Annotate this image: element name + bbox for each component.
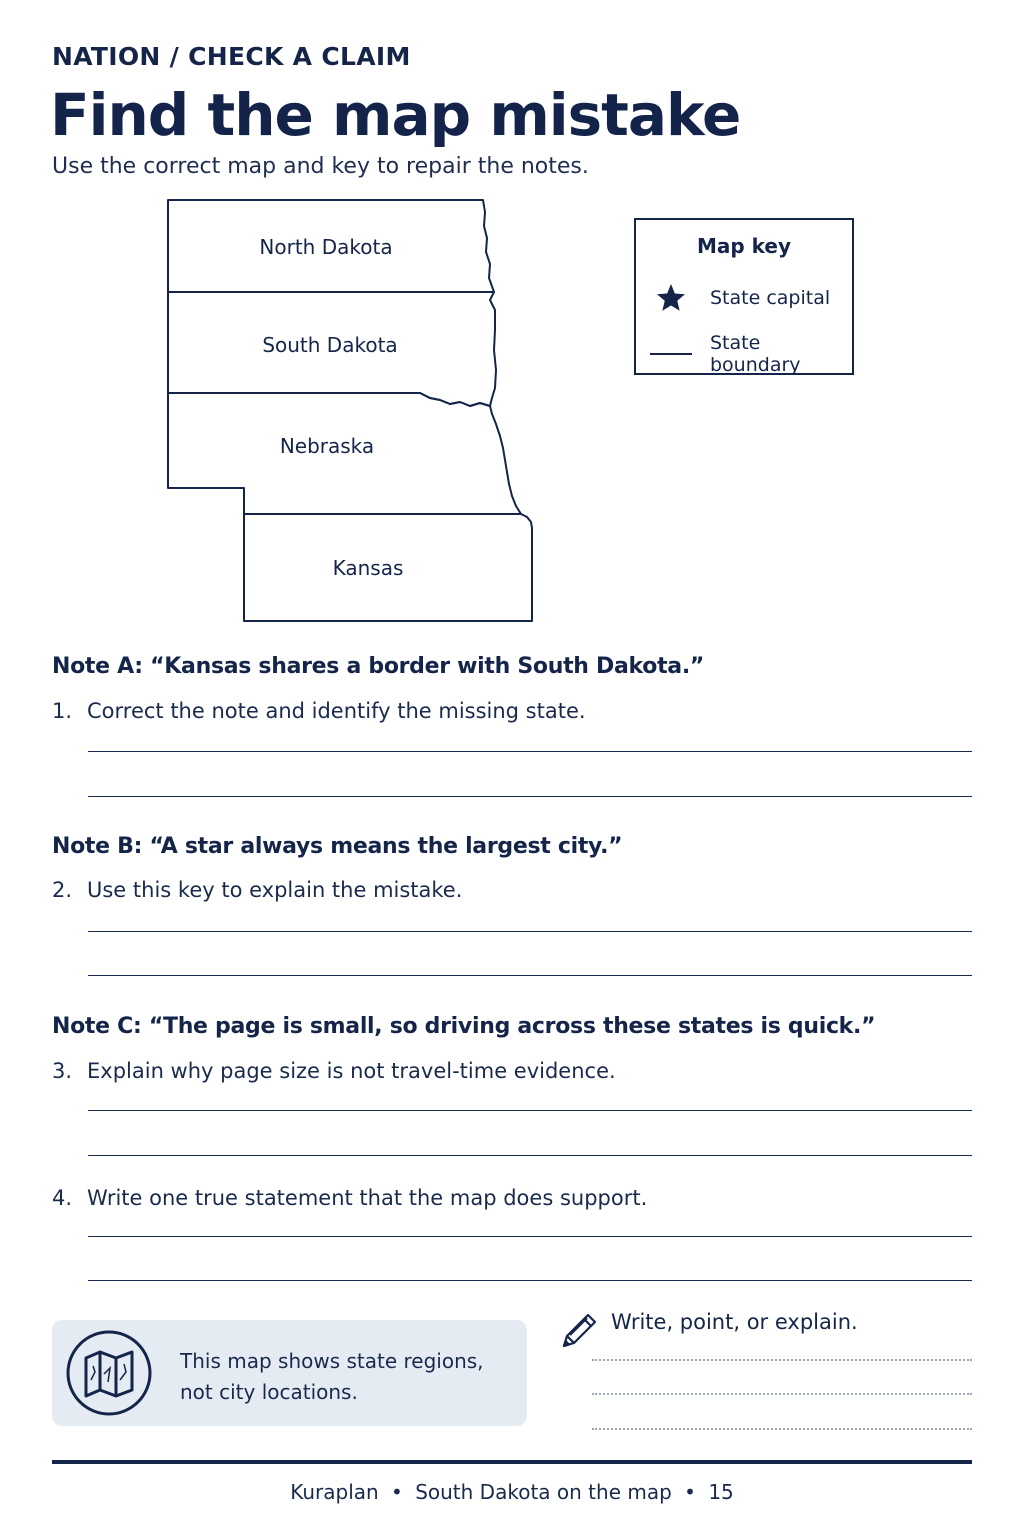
- dotted-writing-line[interactable]: [592, 1428, 972, 1430]
- answer-line[interactable]: [88, 975, 972, 976]
- section-kicker: NATION / CHECK A CLAIM: [52, 42, 411, 71]
- folded-map-icon: [64, 1328, 154, 1418]
- question-4-number: 4.: [52, 1186, 73, 1210]
- question-3-number: 3.: [52, 1059, 73, 1083]
- question-3-text: Explain why page size is not travel-time evidence.: [87, 1059, 616, 1083]
- dotted-writing-line[interactable]: [592, 1359, 972, 1361]
- question-4: [52, 1186, 647, 1210]
- question-3: [52, 1059, 616, 1083]
- states-map: [140, 190, 560, 640]
- map-key-row-capital: [650, 282, 830, 314]
- star-icon: [650, 282, 692, 314]
- line-icon: [650, 349, 692, 359]
- page-footer: [0, 1480, 1024, 1504]
- tip-line-2: not city locations.: [180, 1380, 358, 1404]
- footer-separator: •: [391, 1480, 403, 1504]
- footer-page-number: 15: [708, 1480, 734, 1504]
- note-c-label: Note C:: [52, 1014, 142, 1039]
- dotted-writing-line[interactable]: [592, 1393, 972, 1395]
- answer-line[interactable]: [88, 1110, 972, 1111]
- question-1: [52, 699, 586, 723]
- tip-box: [52, 1320, 527, 1426]
- footer-separator: •: [684, 1480, 696, 1504]
- note-a-quote: “Kansas shares a border with South Dakota.”: [150, 654, 705, 679]
- map-key: [634, 218, 854, 375]
- tip-text: [180, 1346, 510, 1408]
- note-b: [52, 834, 622, 859]
- question-2-number: 2.: [52, 878, 73, 902]
- note-c-quote: “The page is small, so driving across these states is quick.”: [148, 1014, 876, 1039]
- state-label-kansas: Kansas: [332, 556, 404, 580]
- answer-line[interactable]: [88, 1155, 972, 1156]
- answer-line[interactable]: [88, 796, 972, 797]
- writing-prompt: Write, point, or explain.: [611, 1310, 858, 1334]
- footer-topic: South Dakota on the map: [415, 1480, 672, 1504]
- note-a-label: Note A:: [52, 654, 143, 679]
- answer-line[interactable]: [88, 931, 972, 932]
- state-label-south-dakota: South Dakota: [262, 333, 398, 357]
- tip-line-1: This map shows state regions,: [180, 1349, 484, 1373]
- answer-line[interactable]: [88, 1280, 972, 1281]
- map-key-row-boundary: [650, 332, 852, 376]
- answer-line[interactable]: [88, 1236, 972, 1237]
- footer-publisher: Kuraplan: [290, 1480, 379, 1504]
- map-key-label-capital: State capital: [710, 287, 831, 309]
- map-key-label-boundary: State boundary: [710, 332, 801, 376]
- page-title: Find the map mistake: [50, 81, 741, 149]
- state-label-nebraska: Nebraska: [279, 434, 375, 458]
- note-b-quote: “A star always means the largest city.”: [149, 834, 623, 859]
- question-1-text: Correct the note and identify the missing state.: [87, 699, 586, 723]
- footer-divider: [52, 1460, 972, 1464]
- question-4-text: Write one true statement that the map does support.: [87, 1186, 648, 1210]
- note-c: [52, 1014, 875, 1039]
- note-b-label: Note B:: [52, 834, 143, 859]
- page-subtitle: Use the correct map and key to repair the notes.: [52, 154, 589, 179]
- state-label-north-dakota: North Dakota: [259, 235, 393, 259]
- pencil-icon: [556, 1308, 602, 1354]
- map-key-title: Map key: [696, 234, 792, 258]
- question-2: [52, 878, 462, 902]
- note-a: [52, 654, 704, 679]
- question-2-text: Use this key to explain the mistake.: [87, 878, 463, 902]
- answer-line[interactable]: [88, 751, 972, 752]
- question-1-number: 1.: [52, 699, 73, 723]
